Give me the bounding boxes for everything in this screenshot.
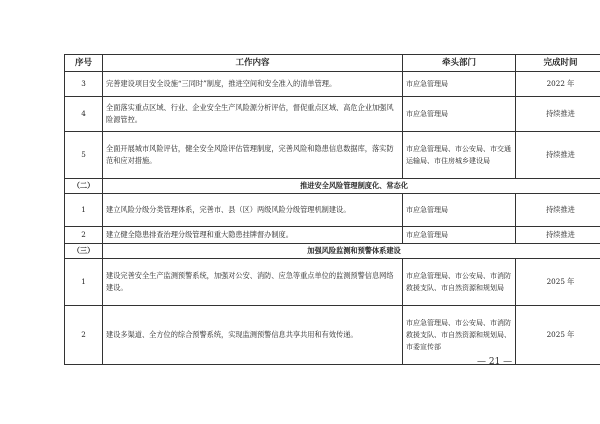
table-row	[65, 72, 600, 97]
section-row-3	[65, 244, 600, 259]
seq-cell: 1	[65, 259, 103, 306]
dept-cell: 市应急管理局	[403, 227, 516, 244]
content-cell: 完善建设项目安全设施“三同时”制度，推进空间和安全准入的清单管理。	[103, 72, 403, 97]
content-cell: 建设多渠道、全方位的综合预警系统，实现监测预警信息共享共用和有效传递。	[103, 306, 403, 365]
table-header-row	[65, 55, 600, 72]
header-time: 完成时间	[516, 55, 600, 72]
table-row	[65, 259, 600, 306]
section-label: （二）	[65, 179, 103, 194]
dept-cell: 市应急管理局、市公安局、市消防救援支队、市自然资源和规划局、市委宣传部	[403, 306, 516, 365]
content-cell: 建立健全隐患排查治理分级管理和重大隐患挂牌督办制度。	[103, 227, 403, 244]
time-cell: 2022 年	[516, 72, 600, 97]
header-dept: 牵头部门	[403, 55, 516, 72]
content-cell: 全面开展城市风险评估，健全安全风险评估管理制度，完善风险和隐患信息数据库，落实防范和应对措施。	[103, 132, 403, 179]
content-cell: 建设完善安全生产监测预警系统，加强对公安、消防、应急等重点单位的监测预警信息网络建设。	[103, 259, 403, 306]
content-cell: 全面落实重点区域、行业、企业安全生产风险源分析评估，督促重点区域、高危企业加强风险源管控。	[103, 97, 403, 132]
dept-cell: 市应急管理局	[403, 97, 516, 132]
seq-cell: 1	[65, 194, 103, 227]
section-title: 加强风险监测和预警体系建设	[103, 244, 600, 259]
seq-cell: 3	[65, 72, 103, 97]
header-content: 工作内容	[103, 55, 403, 72]
seq-cell: 5	[65, 132, 103, 179]
table-row	[65, 132, 600, 179]
time-cell: 持续推进	[516, 194, 600, 227]
table-row	[65, 194, 600, 227]
section-label: （三）	[65, 244, 103, 259]
time-cell: 2025 年	[516, 259, 600, 306]
header-seq: 序号	[65, 55, 103, 72]
page-number: — 21 —	[477, 357, 513, 367]
time-cell: 持续推进	[516, 97, 600, 132]
dept-cell: 市应急管理局、市公安局、市交通运输局、市住房城乡建设局	[403, 132, 516, 179]
dept-cell: 市应急管理局	[403, 72, 516, 97]
table-row	[65, 97, 600, 132]
section-row-2	[65, 179, 600, 194]
content-cell: 建立风险分级分类管理体系，完善市、县（区）两级风险分级管理机制建设。	[103, 194, 403, 227]
time-cell: 持续推进	[516, 227, 600, 244]
table-row	[65, 227, 600, 244]
seq-cell: 2	[65, 306, 103, 365]
time-cell: 持续推进	[516, 132, 600, 179]
section-title: 推进安全风险管理制度化、常态化	[103, 179, 600, 194]
dept-cell: 市应急管理局、市公安局、市消防救援支队、市自然资源和规划局	[403, 259, 516, 306]
table-row	[65, 306, 600, 365]
dept-cell: 市应急管理局	[403, 194, 516, 227]
work-plan-table	[64, 54, 600, 365]
time-cell: 2025 年	[516, 306, 600, 365]
seq-cell: 4	[65, 97, 103, 132]
seq-cell: 2	[65, 227, 103, 244]
